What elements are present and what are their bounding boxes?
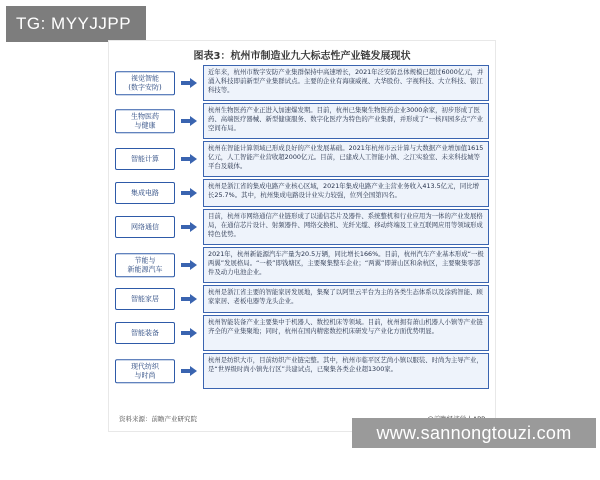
industry-description: 近年来，杭州市数字安防产业集群保持中高速增长，2021年泛安防总体规模已超过6000亿元，并涌入科技即前新型产业集群试点。主要的企业有海康威视、大华股份、宇视科技、大立科技、银江科技等。 [203, 65, 489, 101]
list-item [115, 209, 489, 245]
industry-description: 2021年，杭州新能源汽车产量为20.5万辆，同比增长166%。目前，杭州汽车产业基本形成“一极两翼”发展格局。“一极”即钱塘区，主要聚集整车企业；“两翼”即萧山区和余杭区，主要聚集零部件及动力电池企业。 [203, 247, 489, 283]
industry-description: 杭州在智能计算领域已形成良好的产业发展基础。2021年杭州市云计算与大数据产业增加值1615亿元，人工智能产业营收超2000亿元。目前，已建成人工智能小镇、之江实验室、未来科技城等平台及载体。 [203, 141, 489, 177]
list-item [115, 65, 489, 101]
watermark-url: www.sannongtouzi.com [352, 418, 596, 448]
industry-description: 杭州生物医药产业正进入加速爆发期。目前，杭州已集聚生物医药企业3000余家，初步形成了医药、高端医疗器械、新型健康服务、数字化医疗为特色的产业集群，并形成了“一核四园多点”产业空间布局。 [203, 103, 489, 139]
arrow-right-icon [181, 222, 197, 232]
list-item [115, 179, 489, 207]
industry-description: 杭州智能装备产业主要集中于机器人、数控机床等领域。目前，杭州拥有萧山机器人小镇等产业链齐全的产业集聚地；同时，杭州在国内精密数控机床研发与产业化方面优势明显。 [203, 315, 489, 351]
arrow-right-icon [181, 260, 197, 270]
industry-label: 智能装备 [115, 322, 175, 344]
industry-label: 网络通信 [115, 216, 175, 238]
arrow-right-icon [181, 328, 197, 338]
arrow-right-icon [181, 294, 197, 304]
list-item [115, 247, 489, 283]
source-note: 资料来源：前瞻产业研究院 [119, 415, 197, 423]
tg-badge: TG: MYYJJPP [6, 6, 146, 42]
arrow-right-icon [181, 78, 197, 88]
industry-label: 集成电路 [115, 182, 175, 204]
industry-chain-list [115, 65, 489, 391]
list-item [115, 285, 489, 313]
industry-description: 杭州是浙江省的集成电路产业核心区域，2021年集成电路产业主营业务收入413.5亿元，同比增长25.7%。其中，杭州集成电路设计业实力较强，位列全国第四名。 [203, 179, 489, 207]
industry-label: 智能家居 [115, 288, 175, 310]
industry-label: 视觉智能 (数字安防) [115, 71, 175, 95]
list-item [115, 353, 489, 389]
industry-description: 杭州是浙江省主要的智能家居发展地，集聚了以阿里云平台为主的各类生态体系以及涂鸦智能、顾家家居、老板电器等龙头企业。 [203, 285, 489, 313]
arrow-right-icon [181, 116, 197, 126]
industry-label: 生物医药 与健康 [115, 109, 175, 133]
arrow-right-icon [181, 366, 197, 376]
infographic-card [108, 40, 496, 432]
page-title: 图表3：杭州市制造业九大标志性产业链发展现状 [193, 51, 411, 62]
industry-label: 智能计算 [115, 148, 175, 170]
list-item [115, 315, 489, 351]
industry-label: 现代纺织 与时尚 [115, 359, 175, 383]
industry-description: 目前，杭州市网络通信产业链形成了以通信芯片及器件、系统整机和行业应用为一体的产业发展格局，在通信芯片设计、射频器件、网络交换机、光纤光缆、移动终端及工业互联网应用等领域形成特色优势。 [203, 209, 489, 245]
industry-description: 杭州是纺织大市，目前纺织产业链完整。其中，杭州市临平区艺尚小镇以服装、时尚为主导产业，是“世界级时尚小镇先行区”共建试点，已聚集各类企业超1300家。 [203, 353, 489, 389]
industry-label: 节能与 新能源汽车 [115, 253, 175, 277]
list-item [115, 103, 489, 139]
list-item [115, 141, 489, 177]
arrow-right-icon [181, 154, 197, 164]
arrow-right-icon [181, 188, 197, 198]
